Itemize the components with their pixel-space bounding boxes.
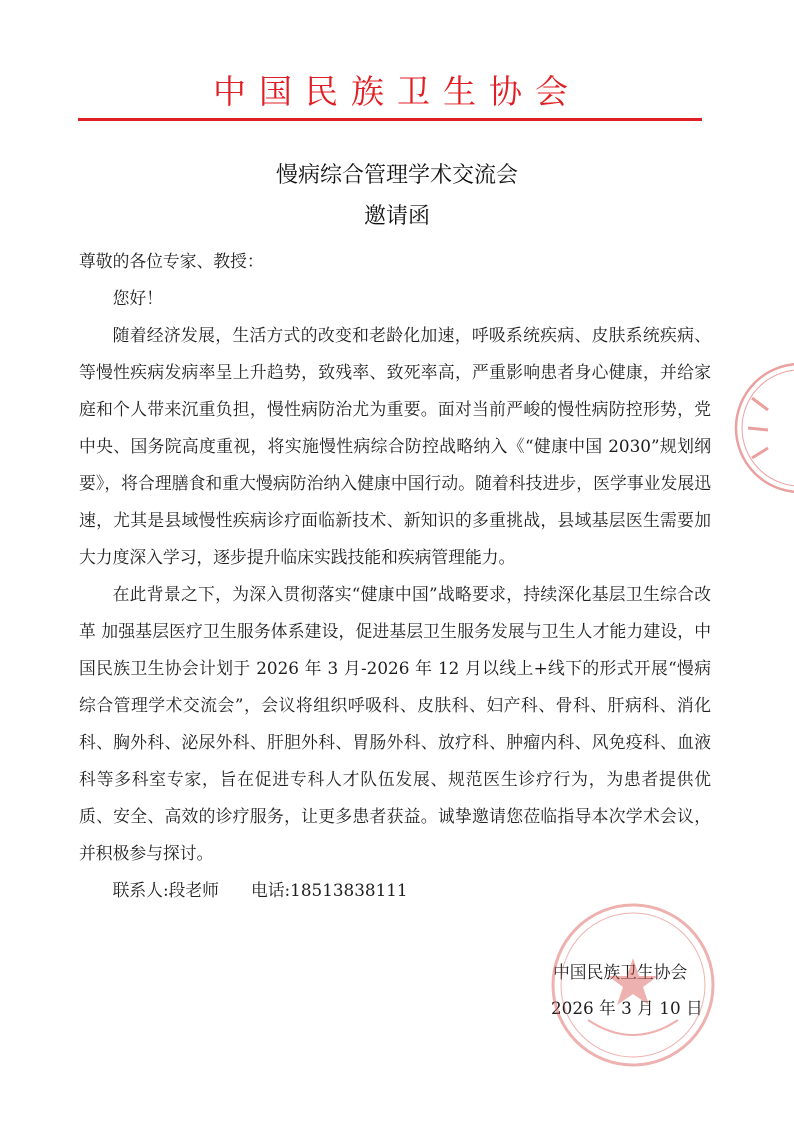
side-seal-stamp [722,358,794,498]
document-subtitle: 邀请函 [363,204,430,229]
signature-date: 2026 年 3 月 10 日 [551,998,703,1018]
letter-body [79,243,711,909]
official-seal-stamp [548,900,718,1070]
greeting: 您好！ [112,288,163,308]
header-divider [78,118,702,121]
document-title: 慢病综合管理学术交流会 [275,163,518,188]
salutation: 尊敬的各位专家、教授： [79,251,264,271]
paragraph-invitation: 在此背景之下，为深入贯彻落实“健康中国”战略要求，持续深化基层卫生综合改革 加强基层医疗卫生服务体系建设，促进基层卫生服务发展与卫生人才能力建设，中国民族卫生协会计划于 2026 年 3 月-2026 年 12 月以线上+线下的形式开展“慢病综合管理学术交流会”，会议将组织呼吸科、皮肤科、妇产科、骨科、肝病科、消化科、胸外科、泌尿外科、肝胆外科、胃肠外科、放疗科、肿瘤内科、风免疫科、血液科等多科室专家，旨在促进专科人才队伍发展、规范医生诊疗行为，为患者提供优质、安全、高效的诊疗服务，让更多患者获益。诚挚邀请您莅临指导本次学术会议，并积极参与探讨。 [79,584,711,863]
signature-organization: 中国民族卫生协会 [553,962,688,982]
organization-header: 中国民族卫生协会 [213,72,581,111]
contact-line: 联系人:段老师 电话:18513838111 [112,880,408,900]
paragraph-background: 随着经济发展，生活方式的改变和老龄化加速，呼吸系统疾病、皮肤系统疾病、等慢性疾病发病率呈上升趋势，致残率、致死率高，严重影响患者身心健康，并给家庭和个人带来沉重负担，慢性病防治尤为重要。面对当前严峻的慢性病防控形势，党中央、国务院高度重视，将实施慢性病综合防控战略纳入《“健康中国 2030”规划纲要》，将合理膳食和重大慢病防治纳入健康中国行动。随着科技进步，医学事业发展迅速，尤其是县域慢性疾病诊疗面临新技术、新知识的多重挑战，县域基层医生需要加大力度深入学习，逐步提升临床实践技能和疾病管理能力。 [79,325,711,567]
